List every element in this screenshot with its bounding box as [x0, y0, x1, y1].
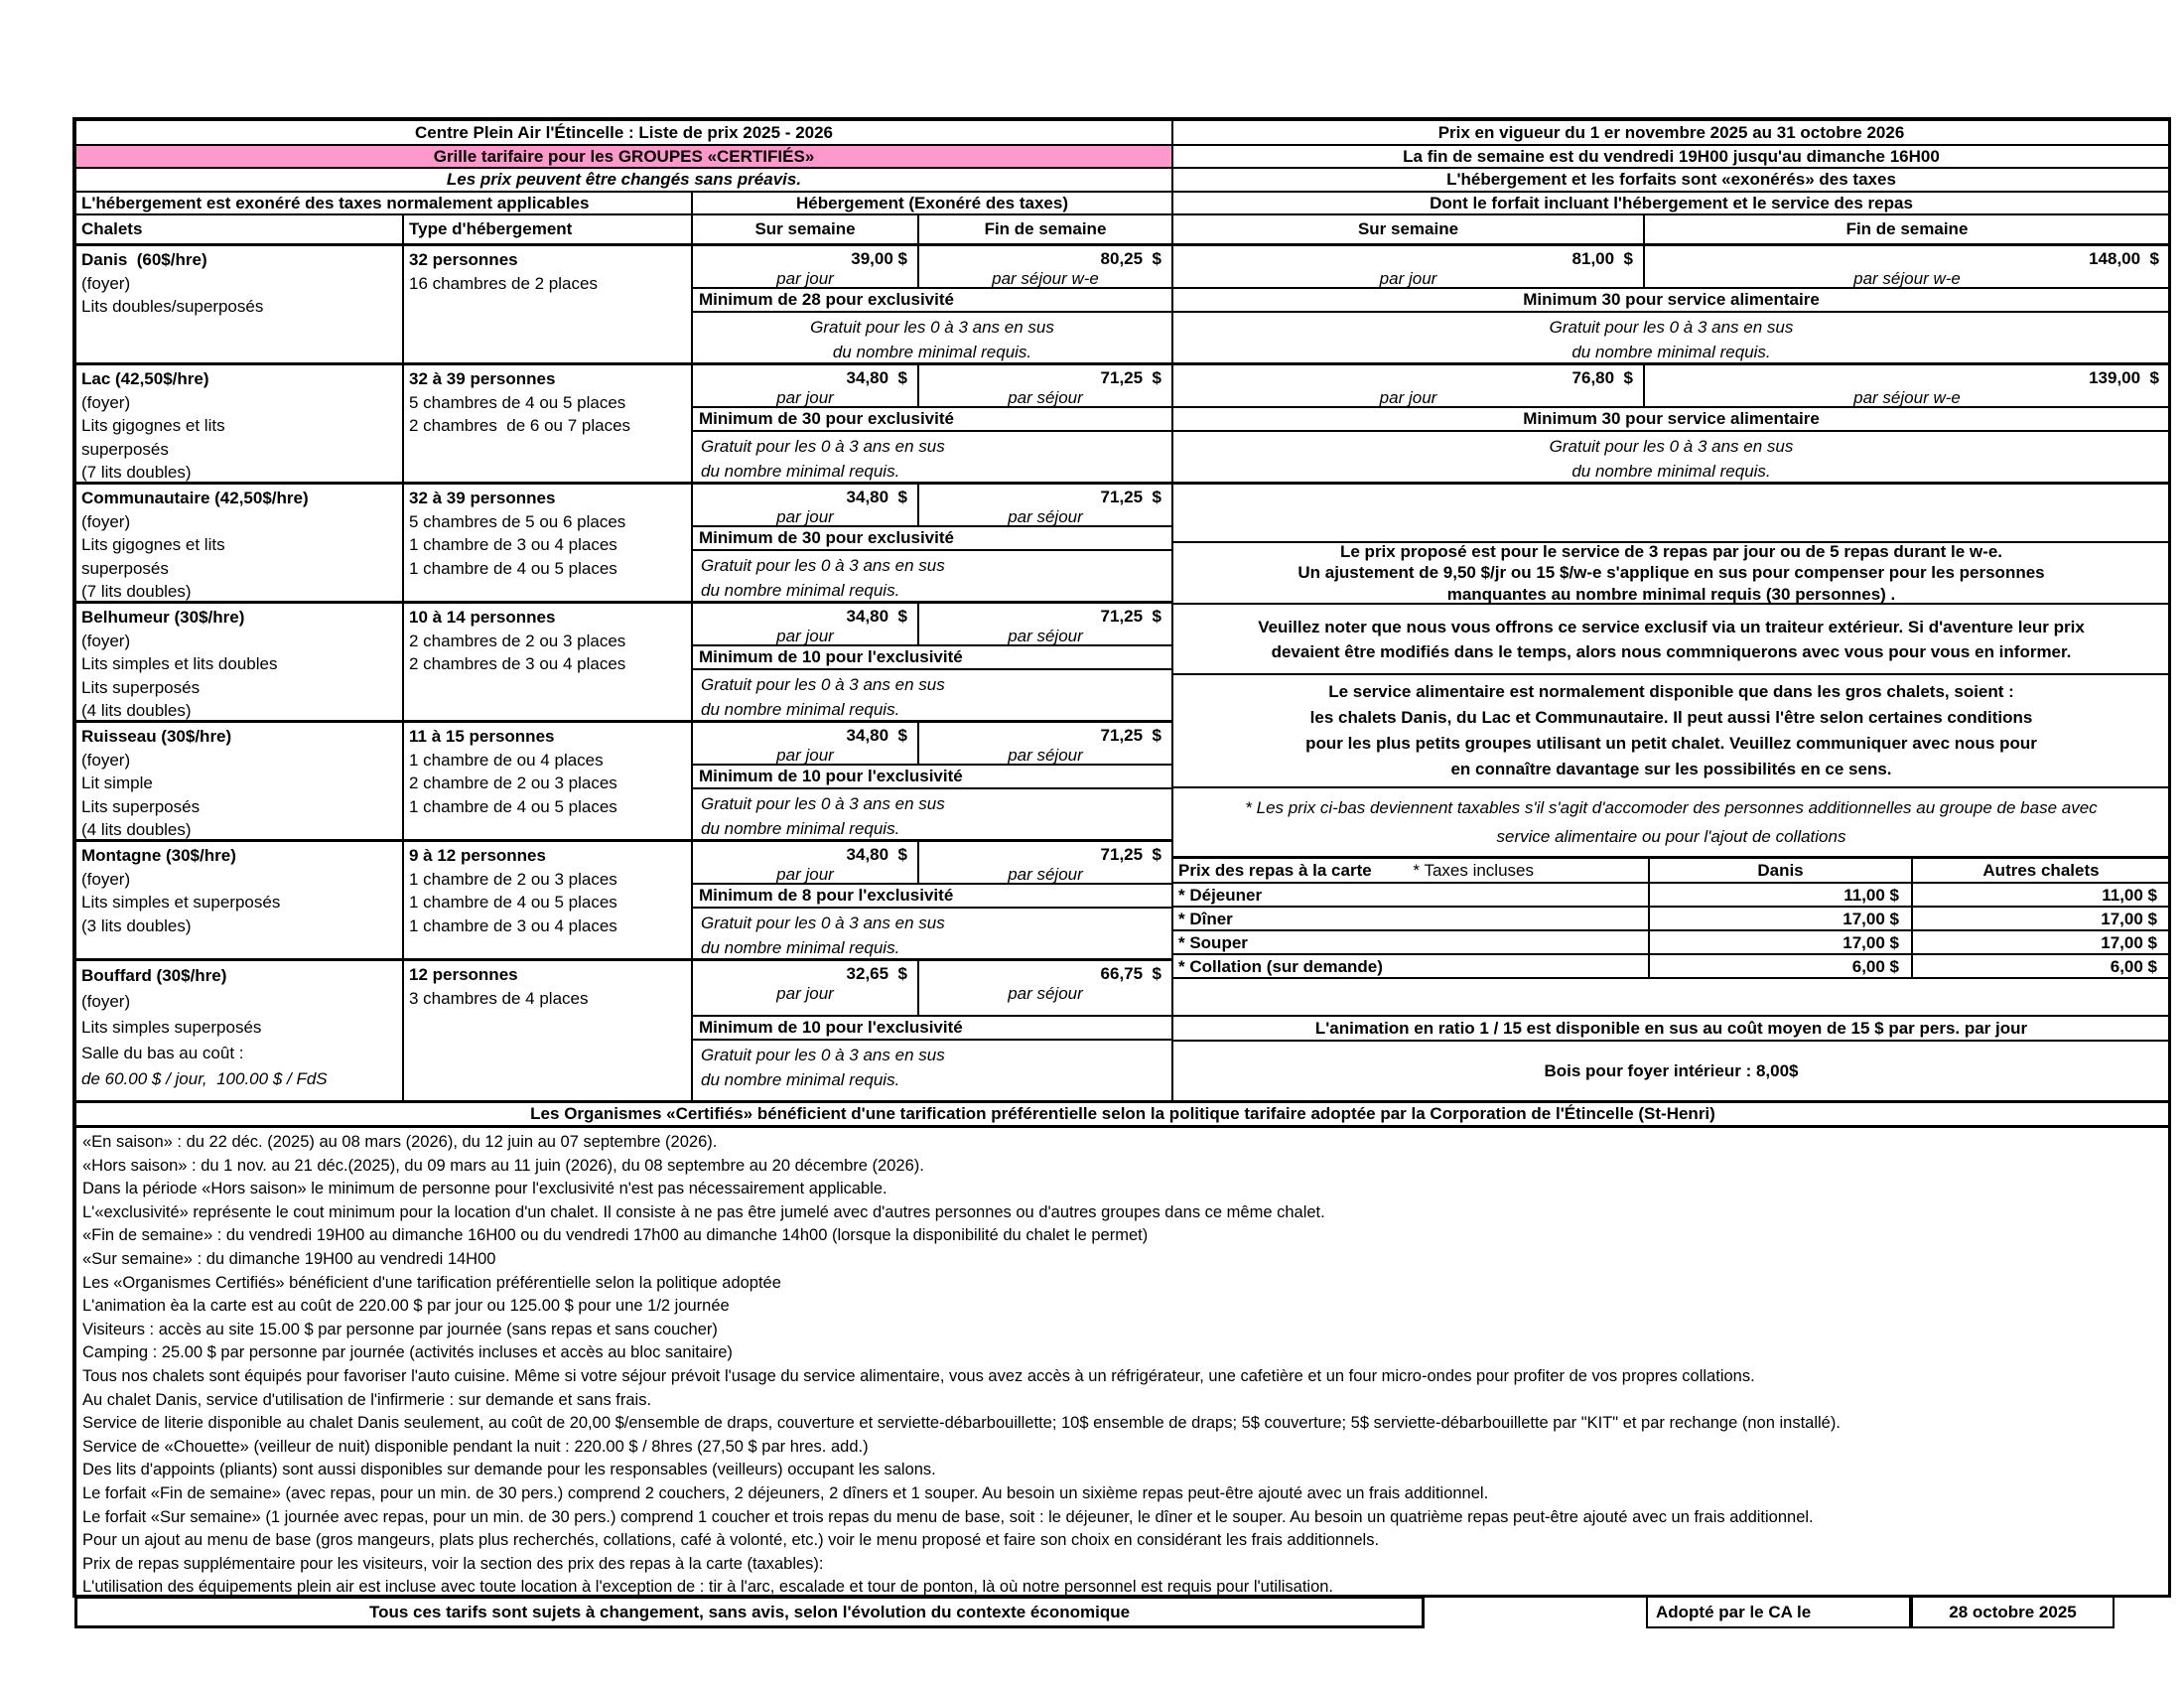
adoption-date: 28 octobre 2025 — [1911, 1596, 2115, 1628]
chalet-detail: (foyer) — [81, 869, 131, 889]
chalet-detail: superposés — [81, 558, 169, 578]
chalet-communautaire-name-cell — [74, 482, 402, 601]
footnote-line: L'«exclusivité» représente le cout minimum pour la location d'un chalet. Il consiste à ne pas être jumelé avec d'autres personnes ou d'autres groupes dans ce même chalet. — [82, 1202, 1325, 1221]
price-amount: 81,00 $ — [1571, 249, 1633, 268]
col-header-sur-semaine: Sur semaine — [691, 213, 917, 243]
danis-sursemaine-price — [691, 243, 917, 287]
chalet-lac-name-cell — [74, 362, 402, 482]
price-amount: 148,00 $ — [2089, 249, 2159, 268]
bouffard-weekend-price — [917, 958, 1171, 1015]
footnote-line: Visiteurs : accès au site 15.00 $ par personne par journée (sans repas et sans coucher) — [82, 1320, 718, 1338]
tax-exempt-notice: L'hébergement et les forfaits sont «exonérés» des taxes — [1171, 167, 2169, 191]
price-amount: 80,25 $ — [1100, 249, 1161, 268]
belhumeur-weekend-price — [917, 601, 1171, 644]
price-unit: par jour — [776, 746, 834, 764]
price-amount: 34,80 $ — [846, 488, 907, 506]
chalet-name: Bouffard (30$/hre) — [81, 966, 227, 985]
price-amount: 34,80 $ — [846, 607, 907, 626]
bouffard-minimum-note: Minimum de 10 pour l'exclusivité — [691, 1015, 1171, 1039]
capacity: 32 à 39 personnes — [409, 369, 556, 388]
rooms: 2 chambres de 6 ou 7 places — [409, 416, 631, 435]
belhumeur-gratuit-note — [691, 668, 1171, 720]
note-line: Un ajustement de 9,50 $/jr ou 15 $/w-e s'applique en sus pour compenser pour les personnes — [1297, 563, 2045, 583]
price-amount: 34,80 $ — [846, 726, 907, 745]
forfait-section-header: Dont le forfait incluant l'hébergement et le service des repas — [1171, 191, 2169, 213]
chalet-detail: Lits gigognes et lits — [81, 535, 225, 554]
footnote-line: Service de literie disponible au chalet Danis seulement, au coût de 20,00 $/ensemble de draps, couverture et serviette-débarbouillette; 10$ ensemble de draps; 5$ couverture; 5$ serviette-débarbouillette par "KIT" et par rechange (non installé). — [82, 1414, 1841, 1433]
price-unit: par jour — [776, 865, 834, 883]
meal-table-header-cell — [1171, 856, 1648, 882]
taxes-included-note: * Taxes incluses — [1413, 860, 1534, 880]
gratuit-line: Gratuit pour les 0 à 3 ans en sus — [810, 318, 1054, 337]
bouffard-gratuit-note — [691, 1039, 1171, 1100]
food-service-availability-note — [1171, 673, 2169, 786]
footnote-line: Prix de repas supplémentaire pour les visiteurs, voir la section des prix des repas à la carte (taxables): — [82, 1554, 824, 1573]
lac-minimum-note: Minimum de 30 pour exclusivité — [691, 406, 1171, 430]
price-amount: 71,25 $ — [1100, 845, 1161, 864]
groups-banner: Grille tarifaire pour les GROUPES «CERTIFIÉS» — [74, 144, 1171, 167]
chalet-ruisseau-type-cell — [402, 720, 691, 839]
external-caterer-note — [1171, 603, 2169, 673]
footnote-line: Le forfait «Sur semaine» (1 journée avec repas, pour un min. de 30 pers.) comprend 1 coucher et trois repas du menu de base, soit : le déjeuner, le dîner et le souper. Au besoin un quatrième repas peut-être ajouté avec un frais additionnel. — [82, 1507, 1814, 1526]
communautaire-gratuit-note — [691, 549, 1171, 601]
chalet-detail: Lits superposés — [81, 677, 201, 697]
gratuit-line: du nombre minimal requis. — [701, 700, 900, 719]
chalet-detail: Salle du bas au coût : — [81, 1044, 244, 1062]
col-header-sur-semaine-forfait: Sur semaine — [1171, 213, 1643, 243]
note-line: pour les plus petits groupes utilisant un petit chalet. Veuillez communiquer avec nous pour — [1305, 734, 2037, 753]
chalet-danis-type-cell — [402, 243, 691, 362]
footnote-line: «En saison» : du 22 déc. (2025) au 08 mars (2026), du 12 juin au 07 septembre (2026). — [82, 1133, 718, 1151]
chalet-detail: (foyer) — [81, 511, 131, 531]
meal-price-adjustment-note — [1171, 541, 2169, 603]
taxable-prices-note — [1171, 786, 2169, 856]
ruisseau-sursemaine-price — [691, 720, 917, 764]
danis-gratuit-note — [691, 311, 1171, 362]
note-line: les chalets Danis, du Lac et Communautaire. Il peut aussi l'être selon certaines conditions — [1309, 708, 2033, 727]
gratuit-line: du nombre minimal requis. — [701, 1070, 900, 1089]
price-amount: 71,25 $ — [1100, 726, 1161, 745]
lac-forfait-weekend-price — [1643, 362, 2169, 406]
forfait-empty-cell — [1171, 977, 2169, 1015]
danis-forfait-weekend-price — [1643, 243, 2169, 287]
meal-col-autres: Autres chalets — [1911, 856, 2169, 882]
animation-cost-note: L'animation en ratio 1 / 15 est disponible en sus au coût moyen de 15 $ par pers. par jour — [1171, 1015, 2169, 1040]
chalet-detail: (foyer) — [81, 392, 131, 412]
danis-forfait-sursemaine-price — [1171, 243, 1643, 287]
meal-row-label: * Collation (sur demande) — [1171, 953, 1648, 977]
chalet-danis-name-cell — [74, 243, 402, 362]
footnote-line: Tous nos chalets sont équipés pour favoriser l'auto cuisine. Même si votre séjour prévoit l'usage du service alimentaire, vous avez accès à un réfrigérateur, une cafetière et un four micro-ondes pour profiter de vos propres collations. — [82, 1366, 1755, 1385]
price-amount: 34,80 $ — [846, 845, 907, 864]
chalet-detail: (3 lits doubles) — [81, 915, 192, 935]
chalet-name: Ruisseau (30$/hre) — [81, 727, 232, 746]
price-unit: par séjour — [1008, 627, 1083, 644]
meal-price-danis: 17,00 $ — [1648, 929, 1911, 953]
gratuit-line: du nombre minimal requis. — [1571, 343, 1771, 361]
price-unit: par jour — [1379, 388, 1437, 406]
communautaire-sursemaine-price — [691, 482, 917, 525]
footnote-line: Des lits d'appoints (pliants) sont aussi disponibles sur demande pour les responsables (veilleurs) occupant les salons. — [82, 1461, 936, 1479]
meal-table-title: Prix des repas à la carte — [1178, 860, 1372, 880]
price-amount: 32,65 $ — [846, 964, 907, 983]
sheet-title: Centre Plein Air l'Étincelle : Liste de prix 2025 - 2026 — [74, 119, 1171, 144]
certified-orgs-band: Les Organismes «Certifiés» bénéficient d'une tarification préférentielle selon la politique tarifaire adoptée par la Corporation de l'Étincelle (St-Henri) — [74, 1100, 2169, 1125]
footnote-line: Les «Organismes Certifiés» bénéficient d'une tarification préférentielle selon la politique adoptée — [82, 1273, 781, 1292]
rooms: 2 chambres de 2 ou 3 places — [409, 631, 626, 650]
col-header-type: Type d'hébergement — [402, 213, 691, 243]
note-line: manquantes au nombre minimal requis (30 personnes) . — [1446, 584, 1896, 603]
footnote-line: «Fin de semaine» : du vendredi 19H00 au dimanche 16H00 ou du vendredi 17h00 au dimanche 14h00 (lorsque la disponibilité du chalet le permet) — [82, 1226, 1149, 1245]
chalet-montagne-type-cell — [402, 839, 691, 958]
chalet-name: Danis (60$/hre) — [81, 250, 207, 269]
belhumeur-sursemaine-price — [691, 601, 917, 644]
price-table — [74, 119, 2169, 1668]
price-amount: 34,80 $ — [846, 368, 907, 387]
footnote-line: Dans la période «Hors saison» le minimum de personne pour l'exclusivité n'est pas nécessairement applicable. — [82, 1180, 887, 1198]
rooms: 1 chambre de 3 ou 4 places — [409, 915, 617, 935]
price-unit: par jour — [776, 388, 834, 406]
gratuit-line: du nombre minimal requis. — [701, 819, 900, 838]
gratuit-line: du nombre minimal requis. — [832, 343, 1032, 361]
validity-period: Prix en vigueur du 1 er novembre 2025 au 31 octobre 2026 — [1171, 119, 2169, 144]
meal-row-label: * Souper — [1171, 929, 1648, 953]
tariffs-change-notice: Tous ces tarifs sont sujets à changement, sans avis, selon l'évolution du contexte économique — [74, 1596, 1425, 1628]
meal-price-autres: 6,00 $ — [1911, 953, 2169, 977]
footnote-line: Service de «Chouette» (veilleur de nuit) disponible pendant la nuit : 220.00 $ / 8hres (27,50 $ par hres. add.) — [82, 1437, 869, 1456]
danis-weekend-price — [917, 243, 1171, 287]
note-line: Le service alimentaire est normalement disponible que dans les gros chalets, soient : — [1328, 682, 2014, 701]
ruisseau-gratuit-note — [691, 787, 1171, 839]
capacity: 12 personnes — [409, 965, 518, 984]
footnote-line: Au chalet Danis, service d'utilisation de l'infirmerie : sur demande et sans frais. — [82, 1390, 652, 1409]
price-change-notice: Les prix peuvent être changés sans préavis. — [74, 167, 1171, 191]
chalet-bouffard-name-cell — [74, 958, 402, 1100]
communautaire-minimum-note: Minimum de 30 pour exclusivité — [691, 525, 1171, 549]
firewood-price-note: Bois pour foyer intérieur : 8,00$ — [1171, 1040, 2169, 1100]
note-line: Veuillez noter que nous vous offrons ce service exclusif via un traiteur extérieur. Si d'aventure leur prix — [1258, 617, 2085, 636]
footnote-line: L'utilisation des équipements plein air est incluse avec toute location à l'exception de : tir à l'arc, escalade et tour de ponton, là où notre personnel est requis pour l'utilisation. — [82, 1578, 1334, 1596]
note-line: service alimentaire ou pour l'ajout de collations — [1496, 827, 1846, 846]
gratuit-line: Gratuit pour les 0 à 3 ans en sus — [701, 794, 945, 813]
rooms: 2 chambre de 2 ou 3 places — [409, 774, 617, 792]
chalet-detail: de 60.00 $ / jour, 100.00 $ / FdS — [81, 1069, 328, 1088]
danis-minimum-note: Minimum de 28 pour exclusivité — [691, 287, 1171, 311]
meal-price-autres: 11,00 $ — [1911, 882, 2169, 906]
col-header-chalets: Chalets — [74, 213, 402, 243]
chalet-communautaire-type-cell — [402, 482, 691, 601]
note-line: Le prix proposé est pour le service de 3 repas par jour ou de 5 repas durant le w-e. — [1340, 541, 2002, 561]
communautaire-weekend-price — [917, 482, 1171, 525]
rooms: 16 chambres de 2 places — [409, 273, 598, 293]
adopted-by-label: Adopté par le CA le — [1646, 1596, 1911, 1628]
price-unit: par jour — [776, 507, 834, 525]
price-unit: par séjour — [1008, 388, 1083, 406]
chalet-bouffard-type-cell — [402, 958, 691, 1100]
gratuit-line: Gratuit pour les 0 à 3 ans en sus — [701, 437, 945, 456]
montagne-minimum-note: Minimum de 8 pour l'exclusivité — [691, 883, 1171, 907]
chalet-detail: superposés — [81, 439, 169, 459]
meal-row-label: * Dîner — [1171, 906, 1648, 929]
gratuit-line: du nombre minimal requis. — [1571, 462, 1771, 481]
gratuit-line: du nombre minimal requis. — [701, 462, 900, 481]
chalet-detail: Lits simples superposés — [81, 1018, 262, 1037]
gratuit-line: Gratuit pour les 0 à 3 ans en sus — [701, 1046, 945, 1064]
footnotes-block — [74, 1125, 2169, 1596]
lac-forfait-minimum-note: Minimum 30 pour service alimentaire — [1171, 406, 2169, 430]
rooms: 2 chambres de 3 ou 4 places — [409, 654, 626, 673]
belhumeur-minimum-note: Minimum de 10 pour l'exclusivité — [691, 644, 1171, 668]
gratuit-line: Gratuit pour les 0 à 3 ans en sus — [701, 556, 945, 575]
danis-forfait-minimum-note: Minimum 30 pour service alimentaire — [1171, 287, 2169, 311]
chalet-detail: Lits simples et superposés — [81, 893, 281, 912]
ruisseau-weekend-price — [917, 720, 1171, 764]
chalet-detail: (foyer) — [81, 273, 131, 293]
gratuit-line: Gratuit pour les 0 à 3 ans en sus — [1549, 437, 1794, 456]
price-amount: 139,00 $ — [2089, 368, 2159, 387]
footnote-line: L'animation èa la carte est au coût de 220.00 $ par jour ou 125.00 $ pour une 1/2 journée — [82, 1297, 730, 1316]
col-header-fin-semaine-forfait: Fin de semaine — [1643, 213, 2169, 243]
price-unit: par jour — [1379, 269, 1437, 287]
chalet-detail: Lits doubles/superposés — [81, 297, 264, 316]
rooms: 1 chambre de 2 ou 3 places — [409, 869, 617, 889]
meal-price-autres: 17,00 $ — [1911, 929, 2169, 953]
gratuit-line: Gratuit pour les 0 à 3 ans en sus — [701, 914, 945, 932]
hebergement-section-header: Hébergement (Exonéré des taxes) — [691, 191, 1171, 213]
footnote-line: «Hors saison» : du 1 nov. au 21 déc.(2025), du 09 mars au 11 juin (2026), du 08 septembre au 20 décembre (2026). — [82, 1156, 924, 1175]
capacity: 32 personnes — [409, 250, 518, 269]
meal-price-danis: 11,00 $ — [1648, 882, 1911, 906]
price-unit: par jour — [776, 269, 834, 287]
chalet-detail: Lits superposés — [81, 796, 201, 816]
chalet-name: Montagne (30$/hre) — [81, 846, 236, 865]
footnote-line: Camping : 25.00 $ par personne par journée (activités incluses et accès au bloc sanitaire) — [82, 1343, 733, 1362]
montagne-weekend-price — [917, 839, 1171, 883]
chalet-detail: Lit simple — [81, 774, 153, 792]
chalet-lac-type-cell — [402, 362, 691, 482]
montagne-sursemaine-price — [691, 839, 917, 883]
footnote-line: «Sur semaine» : du dimanche 19H00 au vendredi 14H00 — [82, 1249, 496, 1268]
meal-row-label: * Déjeuner — [1171, 882, 1648, 906]
price-unit: par jour — [776, 627, 834, 644]
lac-gratuit-note — [691, 430, 1171, 482]
chalet-detail: (7 lits doubles) — [81, 463, 192, 482]
chalet-detail: Lits gigognes et lits — [81, 416, 225, 435]
lac-forfait-sursemaine-price — [1171, 362, 1643, 406]
chalet-detail: (7 lits doubles) — [81, 582, 192, 601]
lac-sursemaine-price — [691, 362, 917, 406]
rooms: 1 chambre de 4 ou 5 places — [409, 796, 617, 816]
rooms: 1 chambre de 3 ou 4 places — [409, 535, 617, 554]
note-line: * Les prix ci-bas deviennent taxables s'il s'agit d'accomoder des personnes additionnelles au groupe de base avec — [1245, 798, 2098, 817]
rooms: 1 chambre de 4 ou 5 places — [409, 558, 617, 578]
chalet-detail: (4 lits doubles) — [81, 701, 192, 720]
gratuit-line: Gratuit pour les 0 à 3 ans en sus — [701, 675, 945, 694]
chalet-detail: (4 lits doubles) — [81, 820, 192, 839]
forfait-empty-cell — [1171, 482, 2169, 541]
chalet-detail: (foyer) — [81, 750, 131, 770]
price-amount: 76,80 $ — [1571, 368, 1633, 387]
chalet-belhumeur-type-cell — [402, 601, 691, 720]
price-unit: par séjour w-e — [1853, 388, 1961, 406]
footnote-line: Le forfait «Fin de semaine» (avec repas, pour un min. de 30 pers.) comprend 2 couchers, 2 déjeuners, 2 dîners et 1 souper. Au besoin un sixième repas peut-être ajouté avec un frais additionnel. — [82, 1483, 1489, 1502]
rooms: 1 chambre de ou 4 places — [409, 750, 604, 770]
note-line: en connaître davantage sur les possibilités en ce sens. — [1450, 760, 1892, 778]
footnote-line: Pour un ajout au menu de base (gros mangeurs, plats plus recherchés, collations, café à volonté, etc.) voir le menu proposé et faire son choix en considérant les frais additionnels. — [82, 1531, 1380, 1550]
price-unit: par séjour — [1008, 746, 1083, 764]
capacity: 11 à 15 personnes — [409, 727, 555, 746]
tax-note-left: L'hébergement est exonéré des taxes normalement applicables — [74, 191, 691, 213]
rooms: 3 chambres de 4 places — [409, 988, 589, 1008]
price-amount: 71,25 $ — [1100, 607, 1161, 626]
capacity: 32 à 39 personnes — [409, 489, 556, 507]
chalet-belhumeur-name-cell — [74, 601, 402, 720]
weekend-definition: La fin de semaine est du vendredi 19H00 jusqu'au dimanche 16H00 — [1171, 144, 2169, 167]
chalet-detail: Lits simples et lits doubles — [81, 654, 278, 673]
price-amount: 71,25 $ — [1100, 488, 1161, 506]
capacity: 10 à 14 personnes — [409, 608, 556, 627]
chalet-name: Belhumeur (30$/hre) — [81, 608, 245, 627]
chalet-name: Communautaire (42,50$/hre) — [81, 489, 309, 507]
price-amount: 71,25 $ — [1100, 368, 1161, 387]
meal-price-danis: 6,00 $ — [1648, 953, 1911, 977]
chalet-name: Lac (42,50$/hre) — [81, 369, 209, 388]
capacity: 9 à 12 personnes — [409, 846, 546, 865]
rooms: 5 chambres de 4 ou 5 places — [409, 392, 626, 412]
danis-forfait-gratuit-note — [1171, 311, 2169, 362]
lac-weekend-price — [917, 362, 1171, 406]
price-unit: par séjour — [1008, 984, 1083, 1003]
meal-price-autres: 17,00 $ — [1911, 906, 2169, 929]
price-unit: par séjour — [1008, 507, 1083, 525]
chalet-detail: (foyer) — [81, 992, 131, 1011]
gratuit-line: du nombre minimal requis. — [701, 938, 900, 957]
chalet-ruisseau-name-cell — [74, 720, 402, 839]
col-header-fin-semaine: Fin de semaine — [917, 213, 1171, 243]
price-unit: par séjour — [1008, 865, 1083, 883]
note-line: devaient être modifiés dans le temps, alors nous commniquerons avec vous pour vous en informer. — [1271, 641, 2072, 661]
gratuit-line: du nombre minimal requis. — [701, 581, 900, 600]
bouffard-sursemaine-price — [691, 958, 917, 1015]
montagne-gratuit-note — [691, 907, 1171, 958]
price-unit: par jour — [776, 984, 834, 1003]
chalet-montagne-name-cell — [74, 839, 402, 958]
rooms: 1 chambre de 4 ou 5 places — [409, 893, 617, 912]
meal-col-danis: Danis — [1648, 856, 1911, 882]
meal-price-danis: 17,00 $ — [1648, 906, 1911, 929]
ruisseau-minimum-note: Minimum de 10 pour l'exclusivité — [691, 764, 1171, 787]
chalet-detail: (foyer) — [81, 631, 131, 650]
price-unit: par séjour w-e — [992, 269, 1099, 287]
rooms: 5 chambres de 5 ou 6 places — [409, 511, 626, 531]
price-amount: 39,00 $ — [851, 249, 907, 268]
price-amount: 66,75 $ — [1100, 964, 1161, 983]
lac-forfait-gratuit-note — [1171, 430, 2169, 482]
gratuit-line: Gratuit pour les 0 à 3 ans en sus — [1549, 318, 1794, 337]
price-unit: par séjour w-e — [1853, 269, 1961, 287]
